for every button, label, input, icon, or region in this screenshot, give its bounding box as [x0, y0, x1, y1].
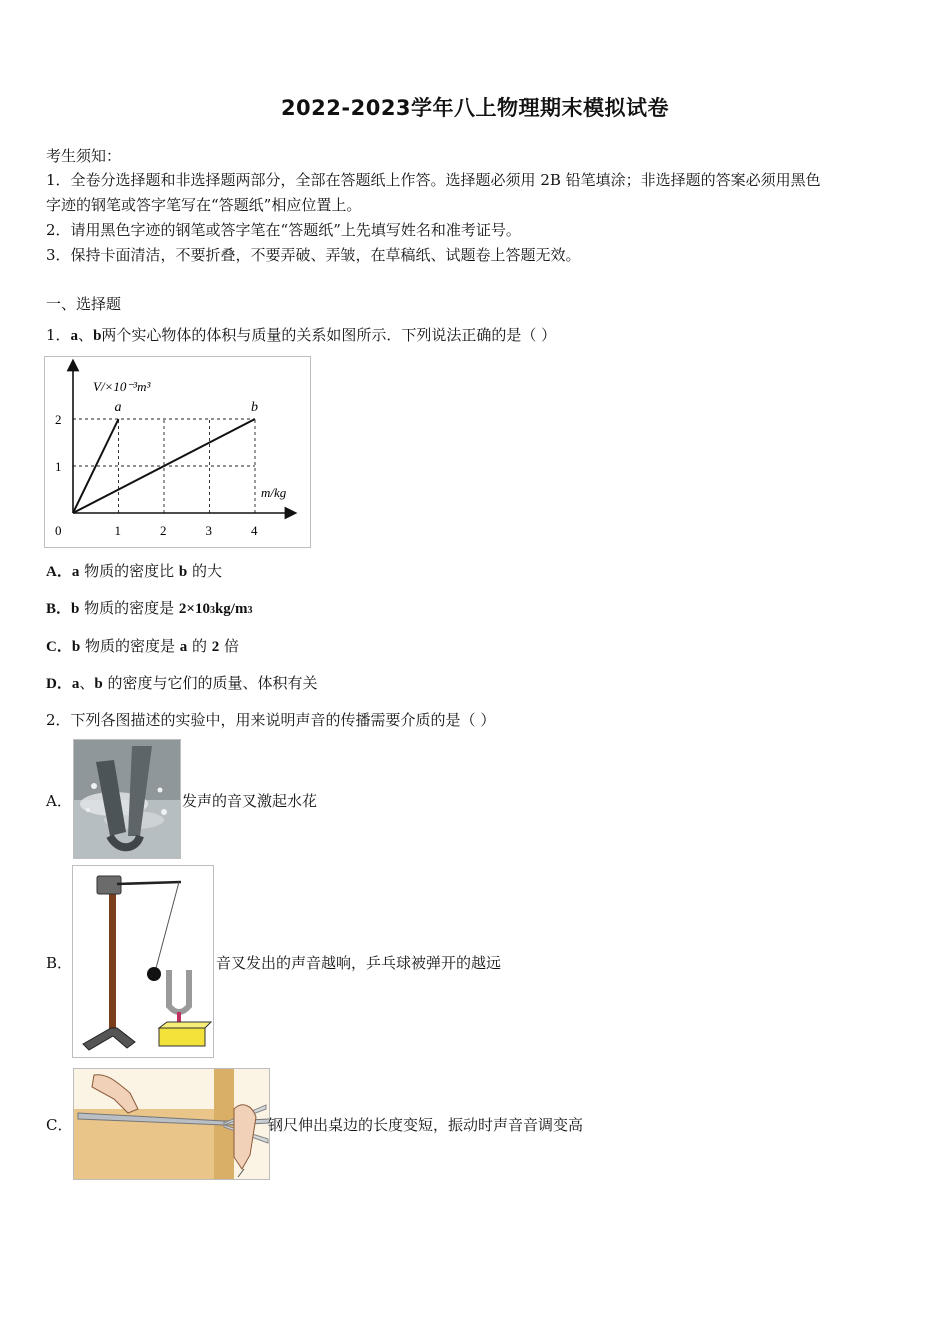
question-2-stem: 2．下列各图描述的实验中，用来说明声音的传播需要介质的是（ ）	[46, 711, 496, 729]
y-tick-label: 1	[55, 459, 62, 474]
origin-label: 0	[55, 523, 62, 538]
q2-option-a-text[interactable]: 发声的音叉激起水花	[182, 792, 318, 810]
q2-option-a-letter[interactable]: A．	[46, 792, 72, 810]
x-tick-label: 1	[114, 523, 121, 538]
chart-svg	[45, 357, 310, 547]
q2-option-c-text[interactable]: 钢尺伸出桌边的长度变短，振动时声音音调变高	[268, 1116, 584, 1134]
notice-line-3: 2．请用黑色字迹的钢笔或答字笔在“答题纸”上先填写姓名和准考证号。	[46, 221, 521, 239]
notice-line-1: 1．全卷分选择题和非选择题两部分，全部在答题纸上作答。选择题必须用 2B 铅笔填涂；非选择题的答案必须用黑色	[46, 171, 821, 189]
q1-option-c[interactable]: C．b 物质的密度是 a 的 2 倍	[46, 637, 240, 655]
x-tick-label: 4	[251, 523, 258, 538]
series-label-b: b	[251, 400, 258, 415]
notice-heading: 考生须知：	[46, 147, 122, 165]
steel-ruler-drawing	[74, 1069, 269, 1179]
q1-option-d[interactable]: D．a、b 的密度与它们的质量、体积有关	[46, 674, 318, 692]
volume-mass-chart	[44, 356, 311, 548]
y-tick-label: 2	[55, 412, 62, 427]
series-label-a: a	[114, 400, 122, 415]
q1-option-a[interactable]: A．a 物质的密度比 b 的大	[46, 562, 223, 580]
y-axis-label: V/×10⁻³m³	[93, 379, 151, 394]
steel-ruler-image	[73, 1068, 270, 1180]
q2-option-c-letter[interactable]: C．	[46, 1116, 73, 1134]
question-1-stem: 1．a、b两个实心物体的体积与质量的关系如图所示．下列说法正确的是（ ）	[46, 326, 557, 344]
tuning-fork-water-image	[73, 739, 181, 859]
q2-option-b-text[interactable]: 音叉发出的声音越响，乒乓球被弹开的越远	[216, 954, 502, 972]
tuning-fork-ball-image	[72, 865, 214, 1058]
q1-option-b[interactable]: B．b 物质的密度是 2×103kg/m3	[46, 599, 253, 617]
x-tick-label: 2	[160, 523, 167, 538]
page-title: 2022-2023学年八上物理期末模拟试卷	[280, 96, 670, 120]
tuning-fork-ball-drawing	[73, 866, 213, 1057]
tuning-fork-water-drawing	[74, 740, 180, 858]
x-axis-label: m/kg	[261, 485, 287, 500]
section-heading: 一、选择题	[46, 295, 122, 313]
x-tick-label: 3	[205, 523, 212, 538]
notice-line-2: 字迹的钢笔或答字笔写在“答题纸”相应位置上。	[46, 196, 362, 214]
q2-option-b-letter[interactable]: B．	[46, 954, 73, 972]
notice-line-4: 3．保持卡面清洁，不要折叠，不要弄破、弄皱，在草稿纸、试题卷上答题无效。	[46, 246, 581, 264]
